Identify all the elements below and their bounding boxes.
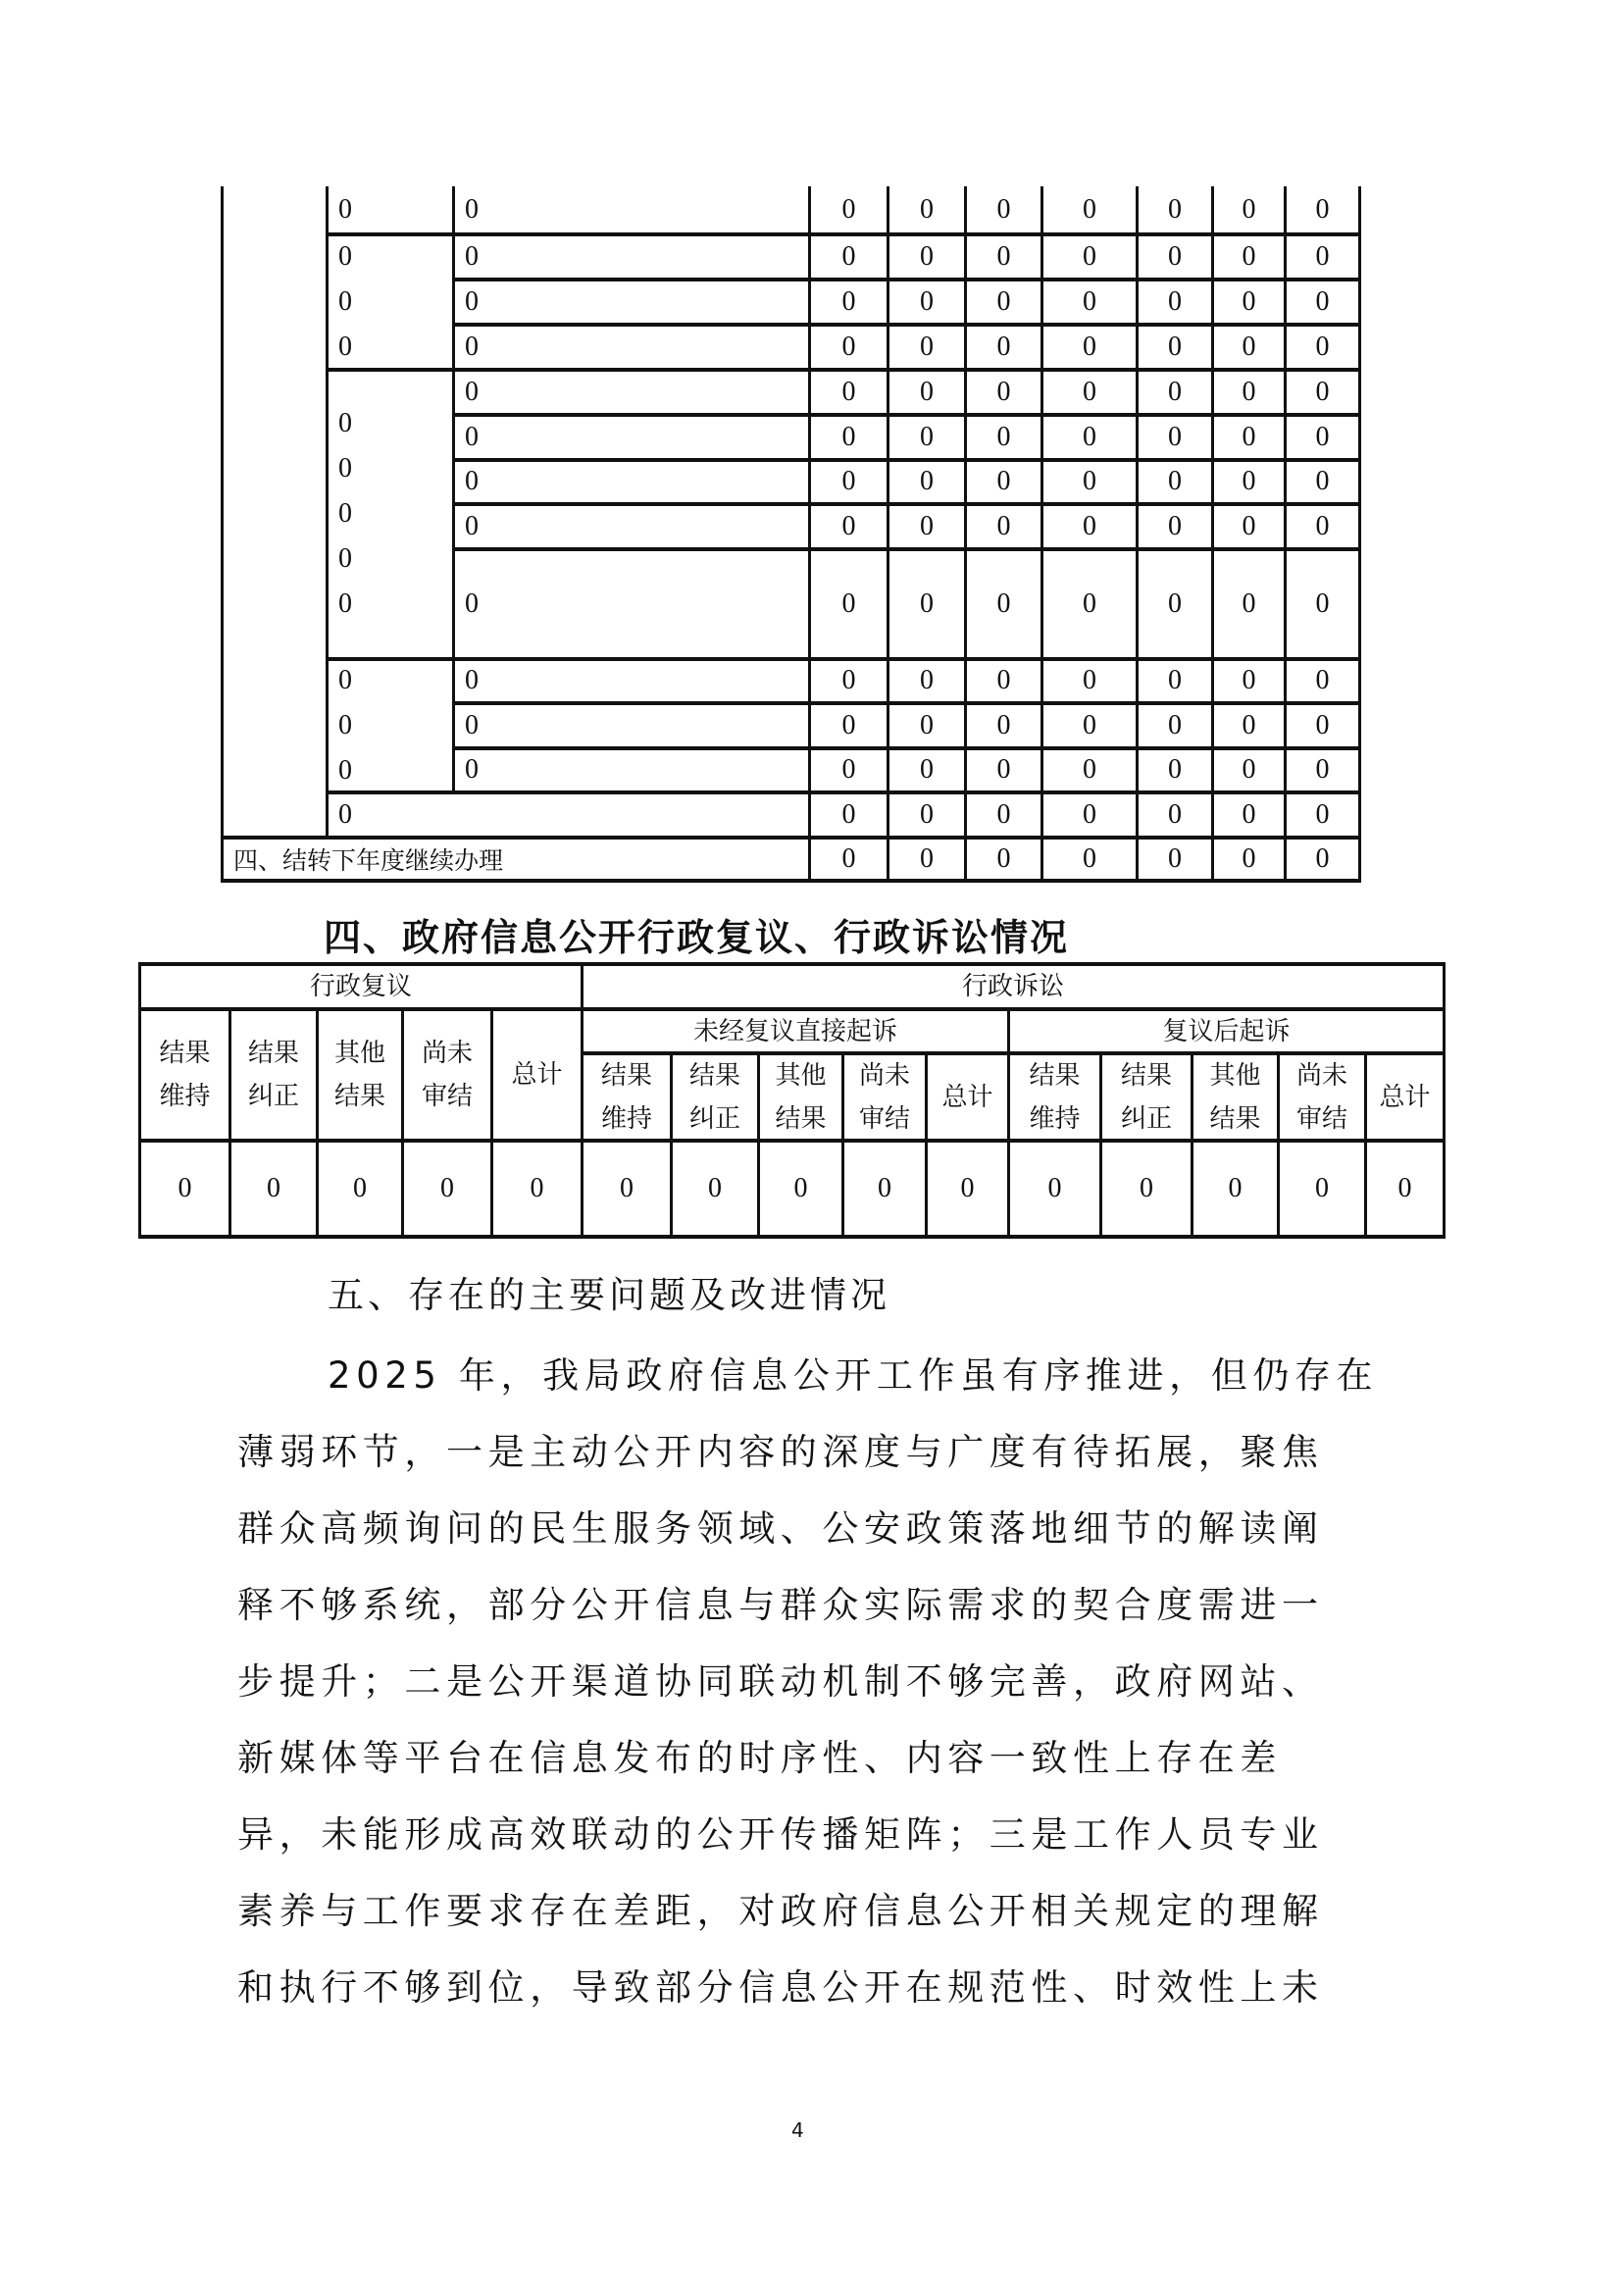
carry-over-value-cell: 0	[1315, 843, 1330, 874]
table-value-cell: 0	[1228, 1173, 1243, 1203]
table-cell: 0	[465, 285, 479, 317]
paragraph-line: 群众高频询问的民生服务领域、公安政策落地细节的解读阐	[237, 1507, 1324, 1550]
table-value-cell: 0	[841, 510, 856, 541]
column-header-line: 维持	[600, 1103, 652, 1134]
table-value-cell: 0	[920, 466, 934, 496]
column-header	[493, 1011, 581, 1139]
table-value-cell: 0	[1242, 193, 1256, 225]
table-value-cell: 0	[530, 1173, 544, 1203]
table-cell: 0	[465, 466, 479, 496]
column-header-line: 尚未	[421, 1039, 473, 1068]
table-value-cell: 0	[1242, 510, 1256, 541]
table-cell: 0	[465, 665, 479, 695]
table-value-cell: 0	[996, 466, 1011, 496]
table-value-cell: 0	[841, 421, 856, 452]
table-value-cell: 0	[1083, 285, 1096, 317]
table-cell: 0	[465, 709, 479, 740]
paragraph-line: 步提升；二是公开渠道协同联动机制不够完善，政府网站、	[237, 1660, 1324, 1703]
table-value-cell: 0	[1315, 376, 1330, 407]
table-cell: 0	[338, 285, 352, 317]
column-header-line: 总计	[1379, 1082, 1431, 1112]
table-cell: 0	[465, 421, 479, 452]
table-cell: 0	[465, 193, 479, 225]
table-value-cell: 0	[620, 1173, 634, 1203]
table-cell-group	[329, 235, 452, 368]
table-value-cell: 0	[1242, 331, 1256, 362]
table-value-cell: 0	[996, 709, 1011, 740]
table-value-cell: 0	[841, 665, 856, 695]
carry-over-value-cell: 0	[841, 843, 856, 874]
column-header	[673, 1055, 757, 1139]
column-header	[760, 1055, 841, 1139]
table-value-cell: 0	[920, 376, 934, 407]
table-value-cell: 0	[920, 240, 934, 272]
table-value-cell: 0	[1083, 510, 1096, 541]
column-header-line: 纠正	[247, 1082, 299, 1111]
table-cell: 0	[338, 240, 352, 272]
header-admin-review: 行政复议	[309, 972, 412, 1001]
table-value-cell: 0	[1168, 798, 1182, 830]
table-value-cell: 0	[1315, 665, 1330, 695]
column-header	[1193, 1055, 1277, 1139]
table-value-cell: 0	[1083, 376, 1096, 407]
table-cell: 0	[338, 664, 352, 695]
table-value-cell: 0	[920, 421, 934, 452]
column-header	[1280, 1055, 1364, 1139]
header-admin-litigation: 行政诉讼	[961, 972, 1064, 1001]
table-cell: 0	[338, 798, 352, 830]
table-value-cell: 0	[920, 754, 934, 785]
table-value-cell: 0	[793, 1173, 808, 1203]
table-cell: 0	[338, 193, 352, 225]
column-header-line: 审结	[421, 1082, 473, 1111]
paragraph-line: 和执行不够到位，导致部分信息公开在规范性、时效性上未	[237, 1966, 1324, 2009]
column-header-line: 纠正	[1120, 1103, 1172, 1134]
carry-over-value-cell: 0	[1242, 843, 1256, 874]
paragraph-line: 释不够系统，部分公开信息与群众实际需求的契合度需进一	[237, 1584, 1324, 1626]
column-header-line: 结果	[247, 1039, 299, 1068]
table-cell: 0	[338, 709, 352, 740]
table-value-cell: 0	[1397, 1173, 1412, 1203]
paragraph-line: 新媒体等平台在信息发布的时序性、内容一致性上存在差	[237, 1737, 1282, 1779]
column-header	[231, 1011, 316, 1139]
table-cell: 0	[465, 240, 479, 272]
table-value-cell: 0	[1315, 798, 1330, 830]
table-border	[1358, 186, 1361, 883]
table-value-cell: 0	[1242, 466, 1256, 496]
column-header-line: 结果	[159, 1039, 211, 1068]
table-value-cell: 0	[920, 193, 934, 225]
column-header-line: 审结	[858, 1103, 910, 1134]
table-value-cell: 0	[1168, 376, 1182, 407]
table-value-cell: 0	[1083, 421, 1096, 452]
table-value-cell: 0	[1315, 1173, 1329, 1203]
table-bottom-border	[221, 879, 1361, 883]
table-value-cell: 0	[1242, 376, 1256, 407]
column-header-line: 审结	[1295, 1103, 1347, 1134]
table-value-cell: 0	[1168, 331, 1182, 362]
table-cell-group	[329, 371, 452, 657]
table-value-cell: 0	[841, 466, 856, 496]
table-value-cell: 0	[996, 510, 1011, 541]
column-header-line: 维持	[159, 1082, 211, 1111]
table-value-cell: 0	[1315, 240, 1330, 272]
table-value-cell: 0	[1168, 709, 1182, 740]
table-value-cell: 0	[920, 587, 934, 619]
column-header	[928, 1055, 1007, 1139]
table-cell: 0	[465, 510, 479, 541]
section-5-title: 五、存在的主要问题及改进情况	[328, 1274, 890, 1316]
table-value-cell: 0	[996, 331, 1011, 362]
table-cell: 0	[338, 543, 352, 574]
section-4-title: 四、政府信息公开行政复议、行政诉讼情况	[324, 916, 1070, 959]
table-value-cell: 0	[1083, 798, 1096, 830]
table-value-cell: 0	[1168, 421, 1182, 452]
table-value-cell: 0	[178, 1173, 192, 1203]
table-value-cell: 0	[1315, 331, 1330, 362]
table-value-cell: 0	[1168, 240, 1182, 272]
column-header-line: 结果	[1029, 1060, 1081, 1091]
table-value-cell: 0	[1242, 754, 1256, 785]
table-value-cell: 0	[1168, 510, 1182, 541]
carry-over-label: 四、结转下年度继续办理	[233, 846, 504, 875]
table-cell: 0	[465, 587, 479, 619]
table-value-cell: 0	[1083, 754, 1096, 785]
table-cell: 0	[338, 408, 352, 438]
table-cell: 0	[465, 331, 479, 362]
table-value-cell: 0	[960, 1173, 975, 1203]
table-value-cell: 0	[1242, 709, 1256, 740]
table-value-cell: 0	[1315, 709, 1330, 740]
table-cell: 0	[465, 376, 479, 407]
table-value-cell: 0	[878, 1173, 891, 1203]
carry-over-value-cell: 0	[996, 843, 1011, 874]
table-cell: 0	[338, 331, 352, 362]
column-header	[844, 1055, 925, 1139]
table-value-cell: 0	[920, 798, 934, 830]
table-value-cell: 0	[1315, 421, 1330, 452]
table-value-cell: 0	[920, 331, 934, 362]
table-value-cell: 0	[841, 285, 856, 317]
table-value-cell: 0	[1168, 665, 1182, 695]
table-value-cell: 0	[1315, 285, 1330, 317]
column-header-line: 总计	[511, 1060, 563, 1090]
table-cell: 0	[338, 453, 352, 484]
table-value-cell: 0	[1168, 587, 1182, 619]
table-value-cell: 0	[841, 709, 856, 740]
table-value-cell: 0	[1083, 331, 1096, 362]
table-value-cell: 0	[708, 1173, 722, 1203]
header-after-review-litigation: 复议后起诉	[1162, 1016, 1291, 1046]
table-value-cell: 0	[1047, 1173, 1062, 1203]
header-direct-litigation: 未经复议直接起诉	[692, 1016, 897, 1046]
table-value-cell: 0	[841, 587, 856, 619]
table-value-cell: 0	[841, 798, 856, 830]
column-header	[319, 1011, 401, 1139]
table-value-cell: 0	[996, 285, 1011, 317]
column-header-line: 结果	[1120, 1060, 1172, 1091]
page-number: 4	[791, 2118, 804, 2142]
table-value-cell: 0	[1315, 587, 1330, 619]
table-cell: 0	[338, 754, 352, 786]
column-header-line: 纠正	[688, 1103, 740, 1134]
column-header-line: 其他	[1209, 1060, 1261, 1091]
table-value-cell: 0	[1083, 587, 1096, 619]
table-value-cell: 0	[1315, 510, 1330, 541]
table-value-cell: 0	[440, 1173, 454, 1203]
column-header-line: 结果	[333, 1082, 385, 1111]
column-header	[1367, 1055, 1443, 1139]
table-value-cell: 0	[267, 1173, 280, 1203]
table-value-cell: 0	[1242, 798, 1256, 830]
table-value-cell: 0	[920, 285, 934, 317]
column-header-line: 结果	[600, 1060, 652, 1091]
table-value-cell: 0	[920, 665, 934, 695]
column-header-line: 其他	[775, 1060, 827, 1091]
table-value-cell: 0	[996, 421, 1011, 452]
table-value-cell: 0	[996, 193, 1011, 225]
table-value-cell: 0	[841, 754, 856, 785]
carry-over-value-cell: 0	[920, 843, 934, 874]
table-value-cell: 0	[996, 240, 1011, 272]
table-value-cell: 0	[1315, 754, 1330, 785]
table-value-cell: 0	[353, 1173, 367, 1203]
carry-over-value-cell: 0	[1083, 843, 1096, 874]
table-value-cell: 0	[1242, 421, 1256, 452]
table-value-cell: 0	[1242, 587, 1256, 619]
table-value-cell: 0	[996, 798, 1011, 830]
table-value-cell: 0	[1315, 193, 1330, 225]
paragraph-line: 异，未能形成高效联动的公开传播矩阵；三是工作人员专业	[237, 1813, 1324, 1856]
table-value-cell: 0	[996, 665, 1011, 695]
table-value-cell: 0	[996, 754, 1011, 785]
table-value-cell: 0	[841, 331, 856, 362]
column-header-line: 尚未	[858, 1060, 910, 1091]
paragraph-line: 2025 年，我局政府信息公开工作虽有序推进，但仍存在	[328, 1354, 1379, 1397]
paragraph-line: 薄弱环节，一是主动公开内容的深度与广度有待拓展，聚焦	[237, 1431, 1324, 1473]
table-value-cell: 0	[1083, 193, 1096, 225]
column-header-line: 维持	[1029, 1103, 1081, 1134]
column-header-line: 结果	[775, 1103, 827, 1134]
table-value-cell: 0	[1315, 466, 1330, 496]
paragraph-line: 素养与工作要求存在差距，对政府信息公开相关规定的理解	[237, 1890, 1324, 1932]
table-value-cell: 0	[1083, 665, 1096, 695]
table-cell-group	[329, 660, 452, 790]
table-value-cell: 0	[1242, 665, 1256, 695]
column-header-line: 结果	[1209, 1103, 1261, 1134]
column-header-line: 尚未	[1295, 1060, 1347, 1091]
column-header-line: 结果	[688, 1060, 740, 1091]
table-value-cell: 0	[1168, 466, 1182, 496]
column-header	[141, 1011, 228, 1139]
table-value-cell: 0	[996, 587, 1011, 619]
carry-over-value-cell: 0	[1168, 843, 1182, 874]
table-value-cell: 0	[920, 510, 934, 541]
table-cell: 0	[465, 754, 479, 785]
table-value-cell: 0	[1083, 466, 1096, 496]
table-value-cell: 0	[1168, 285, 1182, 317]
table-border	[1443, 962, 1446, 1239]
table-value-cell: 0	[1083, 709, 1096, 740]
table-value-cell: 0	[1083, 240, 1096, 272]
table-value-cell: 0	[841, 193, 856, 225]
column-header	[1010, 1055, 1099, 1139]
table-value-cell: 0	[996, 376, 1011, 407]
table-cell: 0	[338, 588, 352, 619]
column-header-line: 其他	[333, 1039, 385, 1068]
table-bottom-border	[138, 1235, 1446, 1239]
table-value-cell: 0	[1242, 285, 1256, 317]
table-value-cell: 0	[841, 376, 856, 407]
column-header	[1102, 1055, 1191, 1139]
column-header	[404, 1011, 490, 1139]
table-border	[221, 186, 224, 883]
table-value-cell: 0	[920, 709, 934, 740]
table-value-cell: 0	[841, 240, 856, 272]
column-header-line: 总计	[941, 1082, 993, 1112]
table-value-cell: 0	[1168, 754, 1182, 785]
table-value-cell: 0	[1140, 1173, 1153, 1203]
table-value-cell: 0	[1242, 240, 1256, 272]
table-value-cell: 0	[1168, 193, 1182, 225]
table-cell: 0	[338, 498, 352, 529]
column-header	[584, 1055, 670, 1139]
